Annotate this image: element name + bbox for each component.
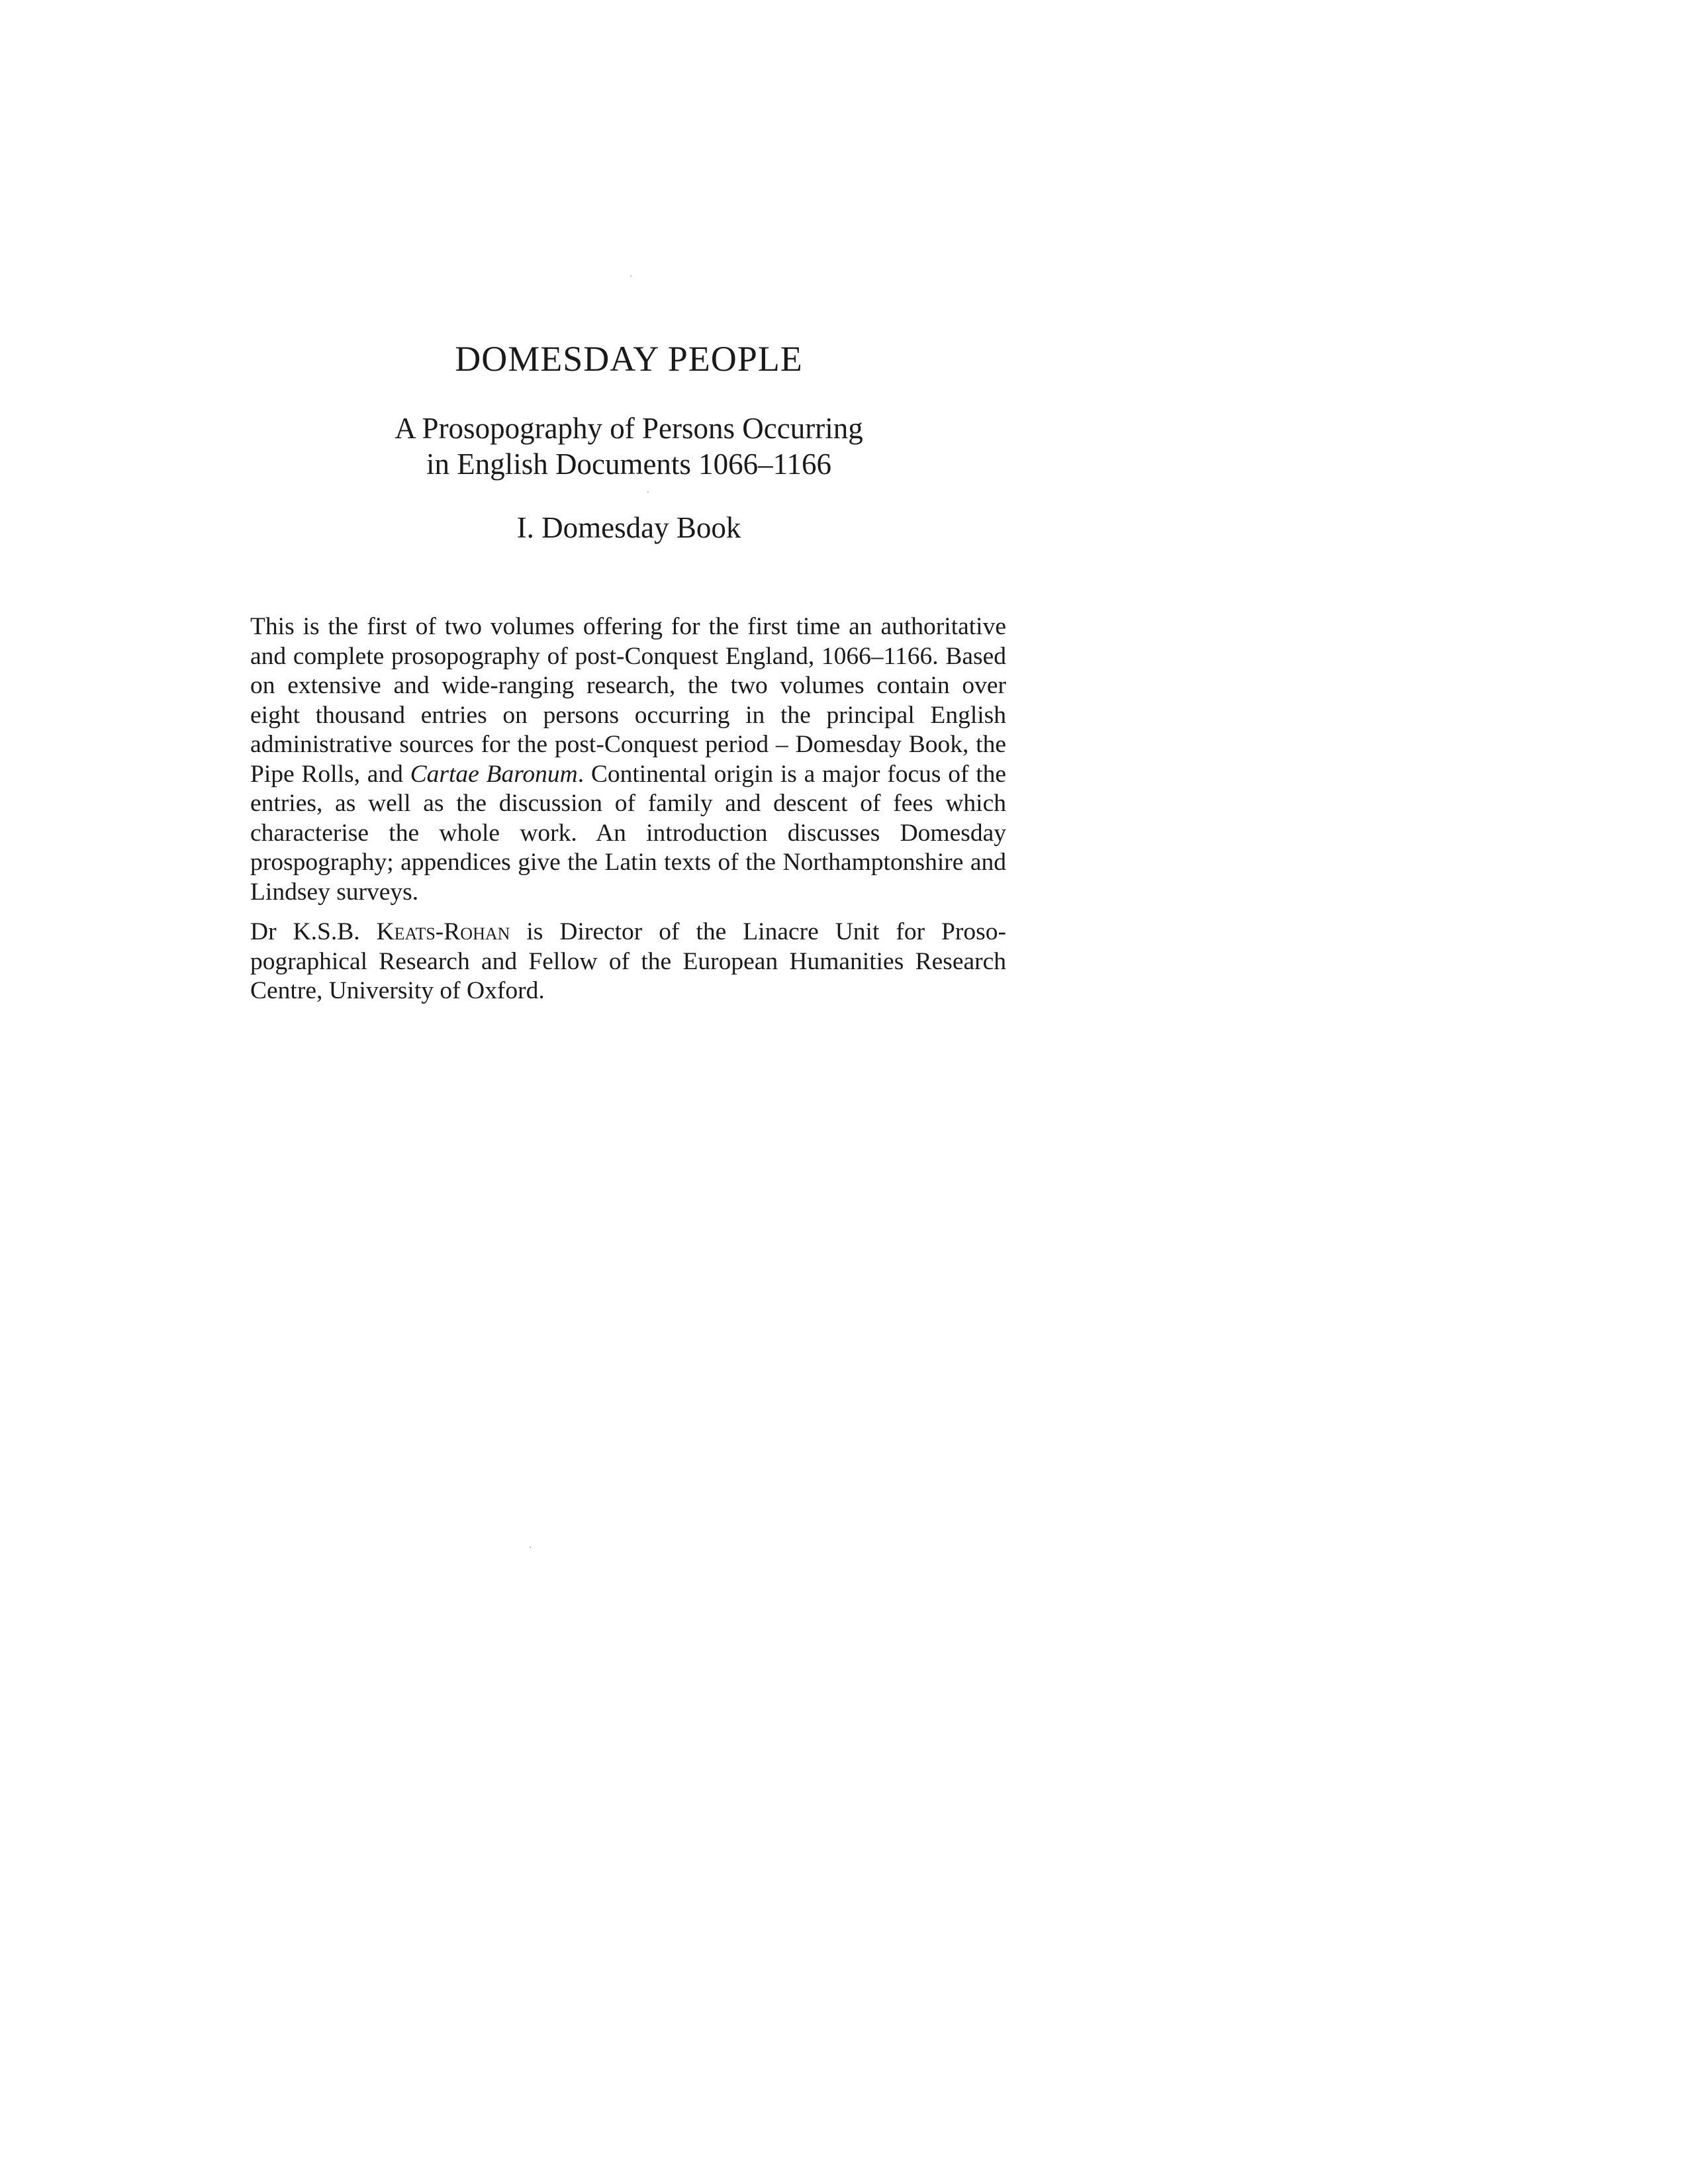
description-text-1: This is the first of two volumes offering for the first time an authoritative and complete prosopography of post-Conquest England, 1066–1166. Based on extensive and wide-ranging research, the two volumes contain over eight thousand entries on persons occurring in the principal English administrative sources for the post-Conquest period – Domesday Book, the Pipe Rolls, and	[250, 613, 1006, 788]
volume-title: I. Domesday Book	[516, 511, 741, 544]
author-bio: is Director of the Linacre Unit for Prosopographical Research and Fellow of the European Humanities Research Centre, University of Oxford.	[250, 918, 1006, 1004]
author-paragraph	[250, 918, 1006, 1006]
author-prefix: Dr K.S.B.	[250, 918, 377, 945]
book-subtitle	[252, 410, 1006, 482]
subtitle-line-1: A Prosopography of Persons Occurring	[395, 412, 863, 445]
blurb	[250, 612, 1006, 1006]
description-text-2: . Continental origin is a major focus of the entries, as well as the discussion of family and descent of fees which characterise the whole work. An introduction discusses Domesday prospography; appendices give the Latin texts of the Northamptonshire and Lindsey surveys.	[250, 760, 1007, 906]
scan-speck	[630, 275, 632, 277]
description-italic-title: Cartae Baronum	[410, 760, 578, 788]
scan-speck	[647, 491, 649, 493]
author-name: Keats-Rohan	[376, 918, 510, 945]
scan-speck	[530, 1546, 531, 1548]
subtitle-line-2: in English Documents 1066–1166	[426, 448, 832, 481]
book-title: DOMESDAY PEOPLE	[455, 339, 803, 379]
description-paragraph	[250, 612, 1006, 907]
